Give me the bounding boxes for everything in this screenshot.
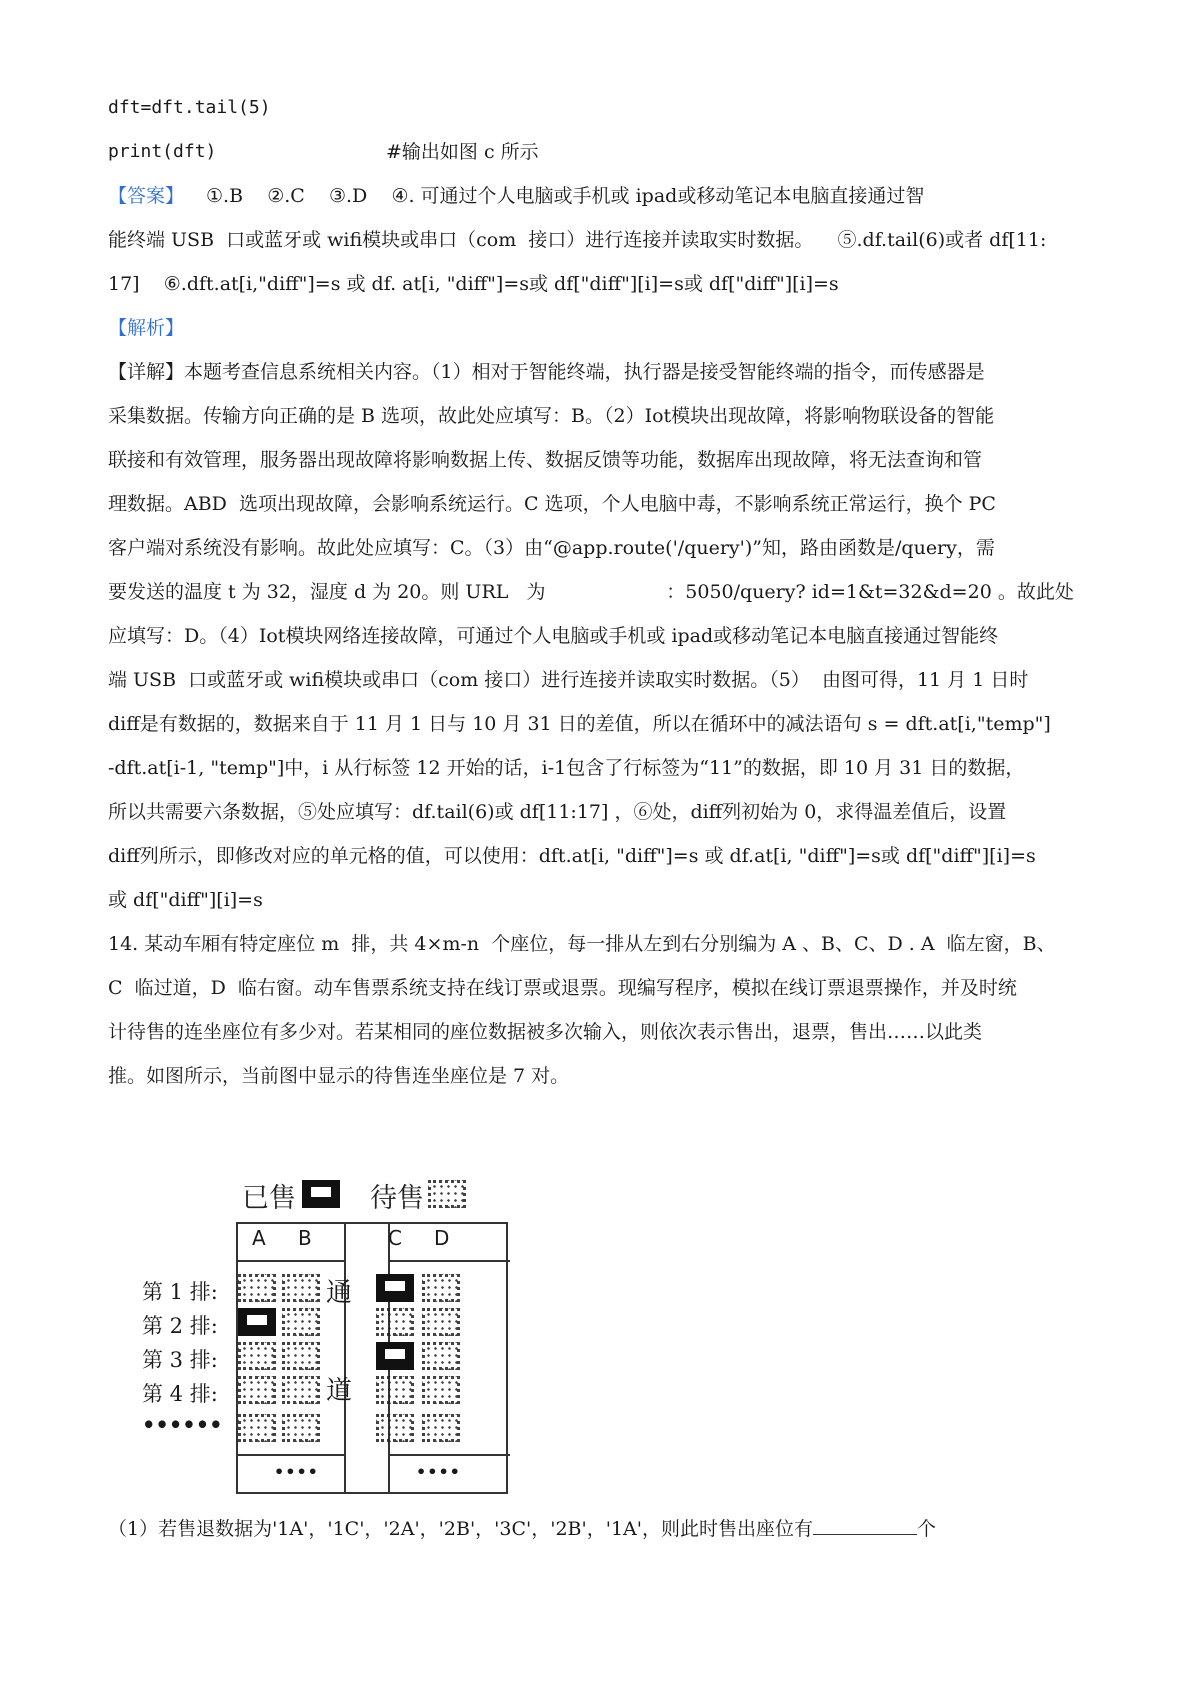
seat-2d-free (422, 1308, 460, 1336)
seat-4b-free (282, 1376, 320, 1404)
column-header-c: C (388, 1226, 402, 1250)
analysis-line-9: diff是有数据的，数据来自于 11 月 1 日与 10 月 31 日的差值，所以在循环中的减法语句 s = dft.at[i,"temp"] (108, 713, 1051, 735)
analysis-line-6: 要发送的温度 t 为 32，湿度 d 为 20。则 URL 为 ：5050/query? id=1&t=32&d=20 。故此处 (108, 581, 1074, 603)
more-row-divider-left (238, 1454, 344, 1456)
analysis-line-3: 联接和有效管理，服务器出现故障将影响数据上传、数据反馈等功能，数据库出现故障，将无法查询和管 (108, 449, 983, 471)
column-header-a: A (252, 1226, 266, 1250)
analysis-line-4: 理数据。ABD 选项出现故障，会影响系统运行。C 选项，个人电脑中毒，不影响系统正常运行，换个 PC (108, 493, 996, 515)
seat-row5-d-free (422, 1414, 460, 1442)
seat-3d-free (422, 1342, 460, 1370)
column-header-d: D (434, 1226, 450, 1250)
aisle-label-bottom: 道 (326, 1376, 353, 1406)
aisle-label-top: 通 (326, 1278, 353, 1308)
seat-4a-free (238, 1376, 276, 1404)
code-line-2: print(dft) (108, 141, 217, 162)
seat-row5-b-free (282, 1414, 320, 1442)
code-line-1: dft=dft.tail(5) (108, 97, 271, 118)
row-label-4: 第 4 排: (142, 1382, 218, 1406)
header-divider-left (238, 1260, 344, 1262)
row-label-more: •••••• (142, 1412, 223, 1437)
column-header-b: B (298, 1226, 312, 1250)
answer-line-2: 能终端 USB 口或蓝牙或 wifi模块或串口（com 接口）进行连接并读取实时数据。 ⑤.df.tail(6)或者 df[11: (108, 229, 1047, 251)
seat-map-figure (130, 1176, 540, 1494)
row-label-3: 第 3 排: (142, 1348, 218, 1372)
answer-tag: 【答案】 (108, 185, 185, 207)
question-14-line-2: C 临过道，D 临右窗。动车售票系统支持在线订票或退票。现编写程序，模拟在线订票退票操作，并及时统 (108, 977, 1017, 999)
seat-2b-free (282, 1308, 320, 1336)
seat-table (236, 1222, 508, 1494)
seat-3b-free (282, 1342, 320, 1370)
seat-row5-a-free (238, 1414, 276, 1442)
legend-sold-label: 已售 (242, 1183, 296, 1214)
answer-blank[interactable] (813, 1516, 917, 1535)
question-14-line-4: 推。如图所示，当前图中显示的待售连坐座位是 7 对。 (108, 1065, 570, 1087)
aisle-left-border (344, 1224, 346, 1492)
more-seats-right: •••• (416, 1462, 461, 1481)
sub-question-1 (108, 1516, 936, 1541)
seat-4c-free (376, 1376, 414, 1404)
seat-4d-free (422, 1376, 460, 1404)
answer-line-3: 17] ⑥.dft.at[i,"diff"]=s 或 df. at[i, "diff"]=s或 df["diff"][i]=s或 df["diff"][i]=s (108, 273, 839, 295)
seat-2a-sold (238, 1308, 276, 1336)
seat-1a-free (238, 1274, 276, 1302)
analysis-line-7: 应填写：D。（4）Iot模块网络连接故障，可通过个人电脑或手机或 ipad或移动笔记本电脑直接通过智能终 (108, 625, 999, 647)
sub-question-1-unit: 个 (917, 1518, 937, 1540)
question-14-line-3: 计待售的连坐座位有多少对。若某相同的座位数据被多次输入，则依次表示售出，退票，售出……以此类 (108, 1021, 983, 1043)
analysis-line-13: 或 df["diff"][i]=s (108, 889, 263, 911)
header-divider-right (388, 1260, 510, 1262)
sub-question-1-text: （1）若售退数据为'1A'，'1C'，'2A'，'2B'，'3C'，'2B'，'1A'，则此时售出座位有 (108, 1518, 813, 1540)
more-row-divider-right (388, 1454, 510, 1456)
seat-1c-sold (376, 1274, 414, 1302)
seat-1b-free (282, 1274, 320, 1302)
seat-3a-free (238, 1342, 276, 1370)
analysis-line-12: diff列所示，即修改对应的单元格的值，可以使用：dft.at[i, "diff"]=s 或 df.at[i, "diff"]=s或 df["diff"][i]=s (108, 845, 1036, 867)
analysis-line-10: -dft.at[i-1, "temp"]中，i 从行标签 12 开始的话，i-1包含了行标签为“11”的数据，即 10 月 31 日的数据， (108, 757, 1025, 779)
more-seats-left: •••• (274, 1462, 319, 1481)
analysis-line-1: 【详解】本题考查信息系统相关内容。（1）相对于智能终端，执行器是接受智能终端的指令，而传感器是 (108, 361, 985, 383)
seat-3c-sold (376, 1342, 414, 1370)
answer-line-1 (108, 184, 924, 208)
code-comment: #输出如图 c 所示 (386, 141, 539, 163)
seat-2c-free (376, 1308, 414, 1336)
legend-sold-seat-icon (302, 1180, 340, 1208)
analysis-tag: 【解析】 (108, 317, 185, 339)
answer-text-1: ①.B ②.C ③.D ④. 可通过个人电脑或手机或 ipad或移动笔记本电脑直接通过智 (206, 185, 925, 207)
row-label-2: 第 2 排: (142, 1314, 218, 1338)
seat-row5-c-free (376, 1414, 414, 1442)
analysis-line-5: 客户端对系统没有影响。故此处应填写：C。（3）由“@app.route('/query')”知，路由函数是/query，需 (108, 537, 995, 559)
seat-1d-free (422, 1274, 460, 1302)
legend-free-label: 待售 (370, 1183, 424, 1214)
analysis-line-8: 端 USB 口或蓝牙或 wifi模块或串口（com 接口）进行连接并读取实时数据。（5） 由图可得，11 月 1 日时 (108, 669, 1029, 691)
row-label-1: 第 1 排: (142, 1280, 218, 1304)
analysis-line-2: 采集数据。传输方向正确的是 B 选项，故此处应填写：B。（2）Iot模块出现故障，将影响物联设备的智能 (108, 405, 995, 427)
analysis-line-11: 所以共需要六条数据，⑤处应填写：df.tail(6)或 df[11:17] ，⑥处，diff列初始为 0，求得温差值后，设置 (108, 801, 1007, 823)
question-14-line-1: 14. 某动车厢有特定座位 m 排，共 4×m-n 个座位，每一排从左到右分别编为 A 、B、C、D . A 临左窗，B、 (108, 933, 1056, 955)
legend-free-seat-icon (428, 1180, 466, 1208)
